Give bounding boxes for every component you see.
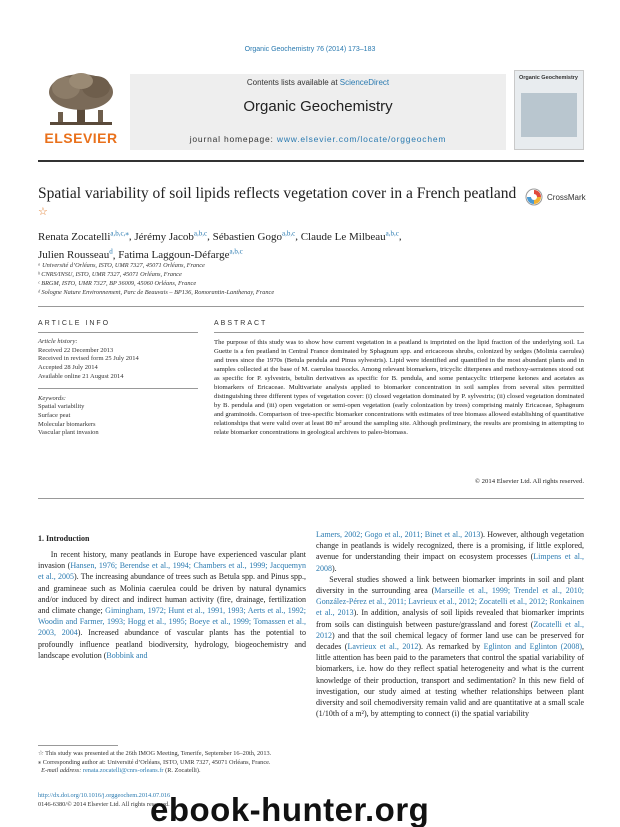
contents-line <box>130 78 506 87</box>
history-line: Available online 21 August 2014 <box>38 372 124 380</box>
elsevier-tree-icon <box>46 72 116 126</box>
contents-prefix: Contents lists available at <box>246 78 340 87</box>
keyword: Vascular plant invasion <box>38 429 99 437</box>
article-info-label: ARTICLE INFO <box>38 320 111 327</box>
author[interactable]: Sébastien Gogo$^{a,b,c}$ <box>212 229 296 243</box>
citation-link[interactable]: Hansen, 1976; Berendse et al., 1994; Chambers et al., 1999; Jacquemyn et al., 2005 <box>38 561 306 582</box>
history-label: Article history: <box>38 338 78 345</box>
section-heading-introduction: 1. Introduction <box>38 534 90 543</box>
keyword: Spatial variability <box>38 403 85 411</box>
affiliation: ᵇ CNRS/INSU, ISTO, UMR 7327, 45071 Orléans, France <box>38 271 182 278</box>
crossmark-label: CrossMark <box>547 193 586 202</box>
keyword: Molecular biomarkers <box>38 420 96 428</box>
body-column-left: In recent history, many peatlands in Europe have experienced vascular plant invasion (Hansen, 1976; Berendse et al., 1994; Chambers et al., 1999; Jacquemyn et al., 2005). The increasing abundance of trees such as Betula spp. and Pinus spp., and gramineae such as Molinia caerulea could be driven by natural dynamics and/or induced by direct and indirect human activity (fire, drainage, fertilization and climate change; Gimingham, 1972; Hunt et al., 1991, 1993; Aerts et al., 1992; Woodin and Farmer, 1993; Hogg et al., 1995; Boeye et al., 1999; Tomassen et al., 2003, 2004). Increased abundance of vascular plants has the potential to profoundly influence peatland biodiversity, hydrology, biogeochemistry and landscape evolution (Bobbink and <box>38 550 307 660</box>
citation-link[interactable]: Bobbink and <box>106 650 148 660</box>
cover-image <box>521 93 577 137</box>
journal-citation[interactable]: Organic Geochemistry 76 (2014) 173–183 <box>244 46 376 53</box>
citation-link[interactable]: Lavrieux et al., 2012 <box>347 642 419 652</box>
cover-title: Organic Geochemistry <box>519 75 578 81</box>
email-line: E-mail address: renata.zocatelli@cnrs-orleans.fr (R. Zocatelli). <box>41 767 201 775</box>
elsevier-wordmark: ELSEVIER <box>44 130 118 146</box>
body-column-right <box>316 529 584 719</box>
author-list: Renata Zocatelli$^{a,b,c,⁎}$, Jérémy Jacob$^{a,b,c}$, Sébastien Gogo$^{a,b,c}$, Claude Le Milbeau$^{a,b,c}$, Julien Rousseau$^d$, Fatima Laggoun-Défarge$^{a,b,c}$ <box>38 229 402 262</box>
footnote: ⁎ Corresponding author at: Université d’Orléans, ISTO, UMR 7327, 45071 Orléans, France. <box>38 758 271 766</box>
affiliation: ᵃ Université d’Orléans, ISTO, UMR 7327, 45071 Orléans, France <box>38 262 205 269</box>
journal-homepage <box>130 134 506 144</box>
affiliation: ᶜ BRGM, ISTO, UMR 7327, BP 36009, 45060 Orléans, France <box>38 280 197 287</box>
section-divider <box>38 306 584 307</box>
abstract-copyright: © 2014 Elsevier Ltd. All rights reserved. <box>474 478 584 485</box>
author[interactable]: Claude Le Milbeau$^{a,b,c}$ <box>300 229 399 243</box>
doi-link[interactable]: http://dx.doi.org/10.1016/j.orggeochem.2014.07.016 <box>38 792 171 799</box>
issn-line: 0146-6380/© 2014 Elsevier Ltd. All rights reserved. <box>38 800 170 808</box>
paragraph: Lamers, 2002; Gogo et al., 2011; Binet et al., 2013). However, although vegetation change in peatlands is widely recognized, there is a promising, if little explored, avenue for understanding their impact on ecosystem processes (Limpens et al., 2008). <box>316 530 584 573</box>
history-line: Accepted 28 July 2014 <box>38 364 98 372</box>
crossmark-badge[interactable] <box>525 188 595 208</box>
watermark-text: ebook-hunter.org <box>150 791 430 827</box>
homepage-prefix: journal homepage: <box>189 134 277 144</box>
journal-header <box>38 68 584 152</box>
author[interactable]: Julien Rousseau$^d$ <box>38 247 113 262</box>
article-title <box>38 184 518 226</box>
article-info <box>38 338 198 444</box>
citation-link[interactable]: Zocatelli et al., 2012 <box>316 619 585 640</box>
article-title-text: Spatial variability of soil lipids reflects vegetation cover in a French peatland <box>38 185 517 202</box>
citation-link[interactable]: Gimingham, 1972; Hunt et al., 1991, 1993; Aerts et al., 1992; Woodin and Farmer, 1993; Hogg et al., 1995; Boeye et al., 1999; Tomassen et al., 2003, 2004 <box>38 606 307 638</box>
info-divider <box>38 332 198 333</box>
journal-banner <box>130 74 506 150</box>
affiliation: ᵈ Sologne Nature Environnement, Parc de Beauvais – BP136, Romorantin-Lanthenay, France <box>38 289 275 296</box>
elsevier-logo[interactable] <box>38 68 124 152</box>
footnotes <box>38 750 306 776</box>
author[interactable]: Fatima Laggoun-Défarge$^{a,b,c}$ <box>118 247 243 262</box>
homepage-link[interactable]: www.elsevier.com/locate/orggeochem <box>276 134 447 144</box>
author[interactable]: Renata Zocatelli$^{a,b,c,⁎}$ <box>38 229 129 243</box>
abstract-label: ABSTRACT <box>214 320 268 327</box>
title-footnote-mark[interactable]: ☆ <box>38 206 48 218</box>
body-divider <box>38 498 584 499</box>
article-history <box>38 338 198 382</box>
footnote-rule <box>38 745 118 746</box>
info-inner-divider <box>38 388 198 389</box>
paragraph: Several studies showed a link between biomarker imprints in soil and plant diversity in the surrounding area (Marseille et al., 1999; Trendel et al., 2010; González-Pérez et al., 2011; Lavrieux et al., 2012; Zocatelli et al., 2012; Ronkainen et al., 2013). In addition, analysis of soil lipids revealed that biomarker imprints from soils can distinguish between pasture/grassland and forest (Zocatelli et al., 2012) and that the soil chemical legacy of former land use can be preserved for decades (Lavrieux et al., 2012). As remarked by Eglinton and Eglinton (2008), little attention has been paid to the parameters that control the spatial variability of biomarkers, i.e. how do they reflect spatial heterogeneity and what is the current knowledge of their production, transport and sedimentation? In this new field of investigation, our study aimed at testing whether relationships between plant diversity and soil chemodiversity remain valid and are quantitative at a small scale (1/10th of a m²), by attempting to connect (i) the spatial variability <box>316 574 585 719</box>
abstract-divider <box>214 332 584 333</box>
abstract-text: The purpose of this study was to show how current vegetation in a peatland is imprinted on the lipid fraction of the underlying soil. La Guette is a fen peatland in Central France dominated by Sphagnum spp. and ericaceous shrubs, colonized by sedges (Molinia caerulea) and trees since the 1970s (Betula pendula and Pinus sylvestris). Lipid were identified and quantified in the most abundant plants and in samples collected at the base of M. caerulea tussocks. Among relevant biomarkers, tricyclic diterpenes and methoxy-serratenes stood out as specific for P. sylvestris, betulin derivatives as specific for B. pendula, and some pentacyclic triterpene ketones and acetates as biomarkers of Ericaceae. Multivariate analysis applied to biomarker concentration in soil samples from several sites permitted distinguishing three different types of vegetation cover: (i) closed vegetation dominated by P. sylvestris; (ii) closed vegetation dominated by B. pendula and (iii) open vegetation or semi-open vegetation (early colonization by trees) comprising mainly Ericaceae, Sphagnum and graminoids. Comparison of tree-specific biomarker concentrations with estimates of tree biomass allowed establishing of quantitative relationships that were valid over at least 80 m² around the sampling site. Although preliminary, the results are promising in attempting to relate biomarker concentrations in geological archives to paleo-biomass. <box>214 339 584 436</box>
crossmark-icon <box>525 188 543 206</box>
keywords-label: Keywords: <box>38 394 66 402</box>
citation-link[interactable]: Lamers, 2002; Gogo et al., 2011; Binet et al., 2013 <box>316 530 481 539</box>
journal-cover-thumbnail[interactable] <box>514 70 584 150</box>
author[interactable]: Jérémy Jacob$^{a,b,c}$ <box>134 229 208 243</box>
email-link[interactable]: renata.zocatelli@cnrs-orleans.fr <box>82 767 164 775</box>
history-line: Received in revised form 25 July 2014 <box>38 355 139 363</box>
sciencedirect-link[interactable]: ScienceDirect <box>339 78 390 87</box>
citation-link[interactable]: Limpens et al., 2008 <box>316 552 584 573</box>
journal-name: Organic Geochemistry <box>243 98 393 115</box>
keywords <box>38 395 198 439</box>
citation-link[interactable]: Eglinton and Eglinton (2008) <box>483 642 582 652</box>
history-line: Received 22 December 2013 <box>38 346 114 354</box>
keyword: Surface peat <box>38 411 71 419</box>
footnote: ☆ This study was presented at the 26th IMOG Meeting, Tenerife, September 16–20th, 2013. <box>38 750 272 757</box>
header-divider <box>38 160 584 162</box>
citation-link[interactable]: Marseille et al., 1999; Trendel et al., 2010; González-Pérez et al., 2011; Lavrieux et al., 2012; Zocatelli et al., 2012; Ronkainen et al., 2013 <box>316 586 585 618</box>
affiliations <box>38 261 584 297</box>
